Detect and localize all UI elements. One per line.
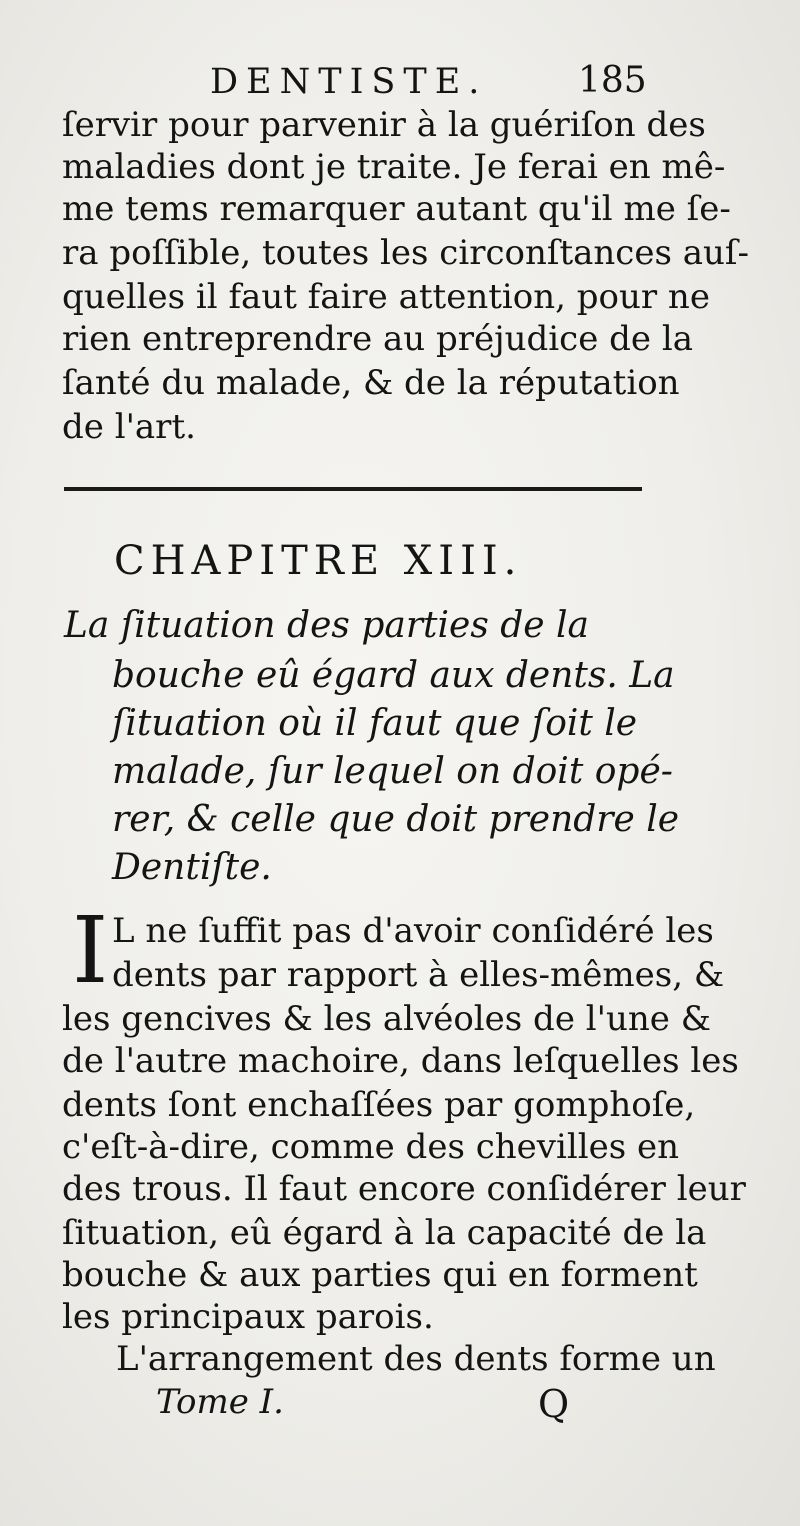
summary-line: Dentiſte. [112,847,272,888]
volume-label: Tome I. [156,1382,284,1422]
text-line: rien entreprendre au préjudice de la [62,319,693,359]
text-line: ſituation, eû égard à la capacité de la [62,1213,707,1253]
text-line: L ne ſuffit pas d'avoir conſidéré les [112,911,714,951]
text-line: des trous. Il faut encore conſidérer leur [62,1169,746,1209]
text-line: bouche & aux parties qui en forment [62,1255,698,1295]
text-line: dents ſont enchaſſées par gomphoſe, [62,1085,696,1125]
page-number: 185 [578,60,647,101]
text-line: de l'autre machoire, dans leſquelles les [62,1041,739,1081]
summary-line: bouche eû égard aux dents. La [112,655,675,696]
signature-mark: Q [538,1382,570,1426]
summary-line: rer, & celle que doit prendre le [112,799,680,840]
summary-line: malade, ſur lequel on doit opé- [112,751,673,792]
summary-line: La ſituation des parties de la [64,605,590,646]
text-line: les gencives & les alvéoles de l'une & [62,999,711,1039]
text-line: L'arrangement des dents forme un [116,1339,716,1379]
text-line: les principaux parois. [62,1297,434,1337]
drop-cap: I [72,897,109,1004]
text-line: c'eſt-à-dire, comme des chevilles en [62,1127,679,1167]
text-line: quelles il faut faire attention, pour ne [62,277,710,317]
text-line: ſanté du malade, & de la réputation [62,363,680,403]
summary-line: ſituation où il faut que ſoit le [112,703,638,744]
text-line: ſervir pour parvenir à la guériſon des [62,105,706,145]
section-divider [64,487,642,491]
running-head: DENTISTE. [210,62,488,102]
text-line: de l'art. [62,407,196,447]
text-line: ra poſſible, toutes les circonſtances auſ- [62,233,749,273]
text-line: me tems remarquer autant qu'il me ſe- [62,189,731,229]
text-line: maladies dont je traite. Je ferai en mê- [62,147,726,187]
chapter-title: CHAPITRE XIII. [114,538,523,584]
text-line: dents par rapport à elles-mêmes, & [112,955,725,995]
